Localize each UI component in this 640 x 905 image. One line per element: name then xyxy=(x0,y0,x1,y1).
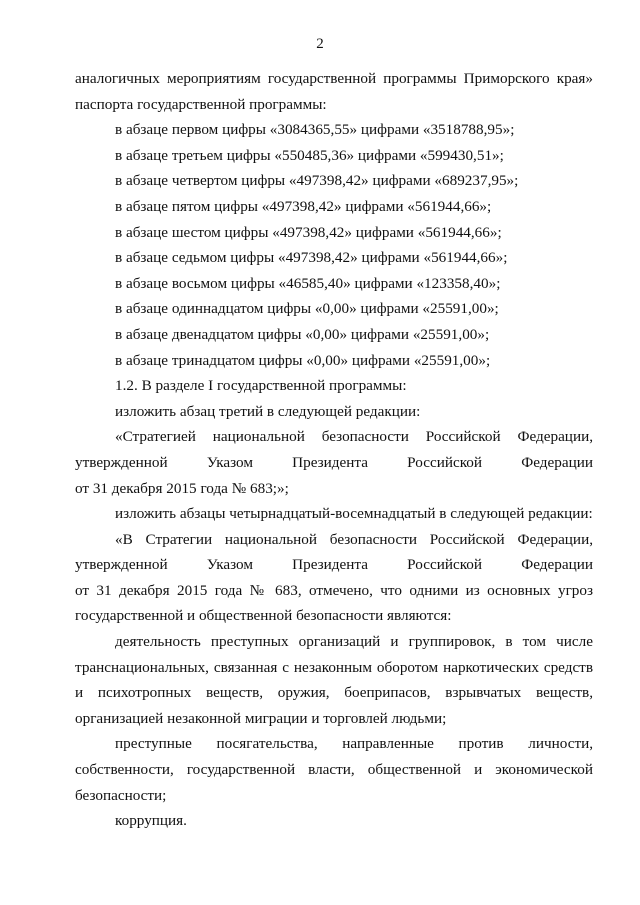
threat-item-1-line-4: организацией незаконной миграции и торговлей людьми; xyxy=(75,709,447,727)
amendment-item: в абзаце четвертом цифры «497398,42» цифрами «689237,95»; xyxy=(115,172,519,190)
amendment-item: в абзаце первом цифры «3084365,55» цифрами «3518788,95»; xyxy=(115,121,515,139)
section-heading-1-2: 1.2. В разделе I государственной программы: xyxy=(115,377,407,395)
quote-threats-line-2: утвержденной Указом Президента Российской Федерации xyxy=(75,556,593,574)
threat-item-1-line-2: транснациональных, связанная с незаконным оборотом наркотических средств xyxy=(75,658,593,676)
intro-line-2: паспорта государственной программы: xyxy=(75,95,327,113)
amendment-item: в абзаце шестом цифры «497398,42» цифрами «561944,66»; xyxy=(115,223,502,241)
threat-item-3: коррупция. xyxy=(115,812,187,830)
threat-item-1-line-3: и психотропных веществ, оружия, боеприпасов, взрывчатых веществ, xyxy=(75,684,593,702)
quote-strategy-line-3: от 31 декабря 2015 года № 683;»; xyxy=(75,479,289,497)
amendment-item: в абзаце третьем цифры «550485,36» цифрами «599430,51»; xyxy=(115,146,504,164)
amendment-item: в абзаце двенадцатом цифры «0,00» цифрами «25591,00»; xyxy=(115,325,490,343)
threat-item-1-line-1: деятельность преступных организаций и группировок, в том числе xyxy=(115,633,593,651)
quote-threats-line-1: «В Стратегии национальной безопасности Российской Федерации, xyxy=(115,530,593,548)
amendment-item: в абзаце тринадцатом цифры «0,00» цифрами «25591,00»; xyxy=(115,351,491,369)
amendment-item: в абзаце одиннадцатом цифры «0,00» цифрами «25591,00»; xyxy=(115,300,499,318)
threat-item-2-line-2: собственности, государственной власти, общественной и экономической xyxy=(75,761,593,779)
amendment-item: в абзаце восьмом цифры «46585,40» цифрами «123358,40»; xyxy=(115,274,501,292)
amendment-item: в абзаце пятом цифры «497398,42» цифрами «561944,66»; xyxy=(115,197,492,215)
quote-strategy-line-2: утвержденной Указом Президента Российской Федерации xyxy=(75,453,593,471)
page-number: 2 xyxy=(316,36,324,52)
quote-threats-line-4: государственной и общественной безопасности являются: xyxy=(75,607,452,625)
threat-item-2-line-1: преступные посягательства, направленные против личности, xyxy=(115,735,593,753)
intro-line-1: аналогичных мероприятиям государственной программы Приморского края» xyxy=(75,70,593,87)
amendment-item: в абзаце седьмом цифры «497398,42» цифрами «561944,66»; xyxy=(115,249,508,267)
quote-strategy-line-1: «Стратегией национальной безопасности Российской Федерации, xyxy=(115,428,593,446)
instruction-paragraphs-14-18: изложить абзацы четырнадцатый-восемнадцатый в следующей редакции: xyxy=(115,505,593,523)
instruction-paragraph-three: изложить абзац третий в следующей редакции: xyxy=(115,402,421,420)
quote-threats-line-3: от 31 декабря 2015 года № 683, отмечено, что одними из основных угроз xyxy=(75,581,593,599)
document-body xyxy=(75,66,593,834)
threat-item-2-line-3: безопасности; xyxy=(75,786,167,804)
